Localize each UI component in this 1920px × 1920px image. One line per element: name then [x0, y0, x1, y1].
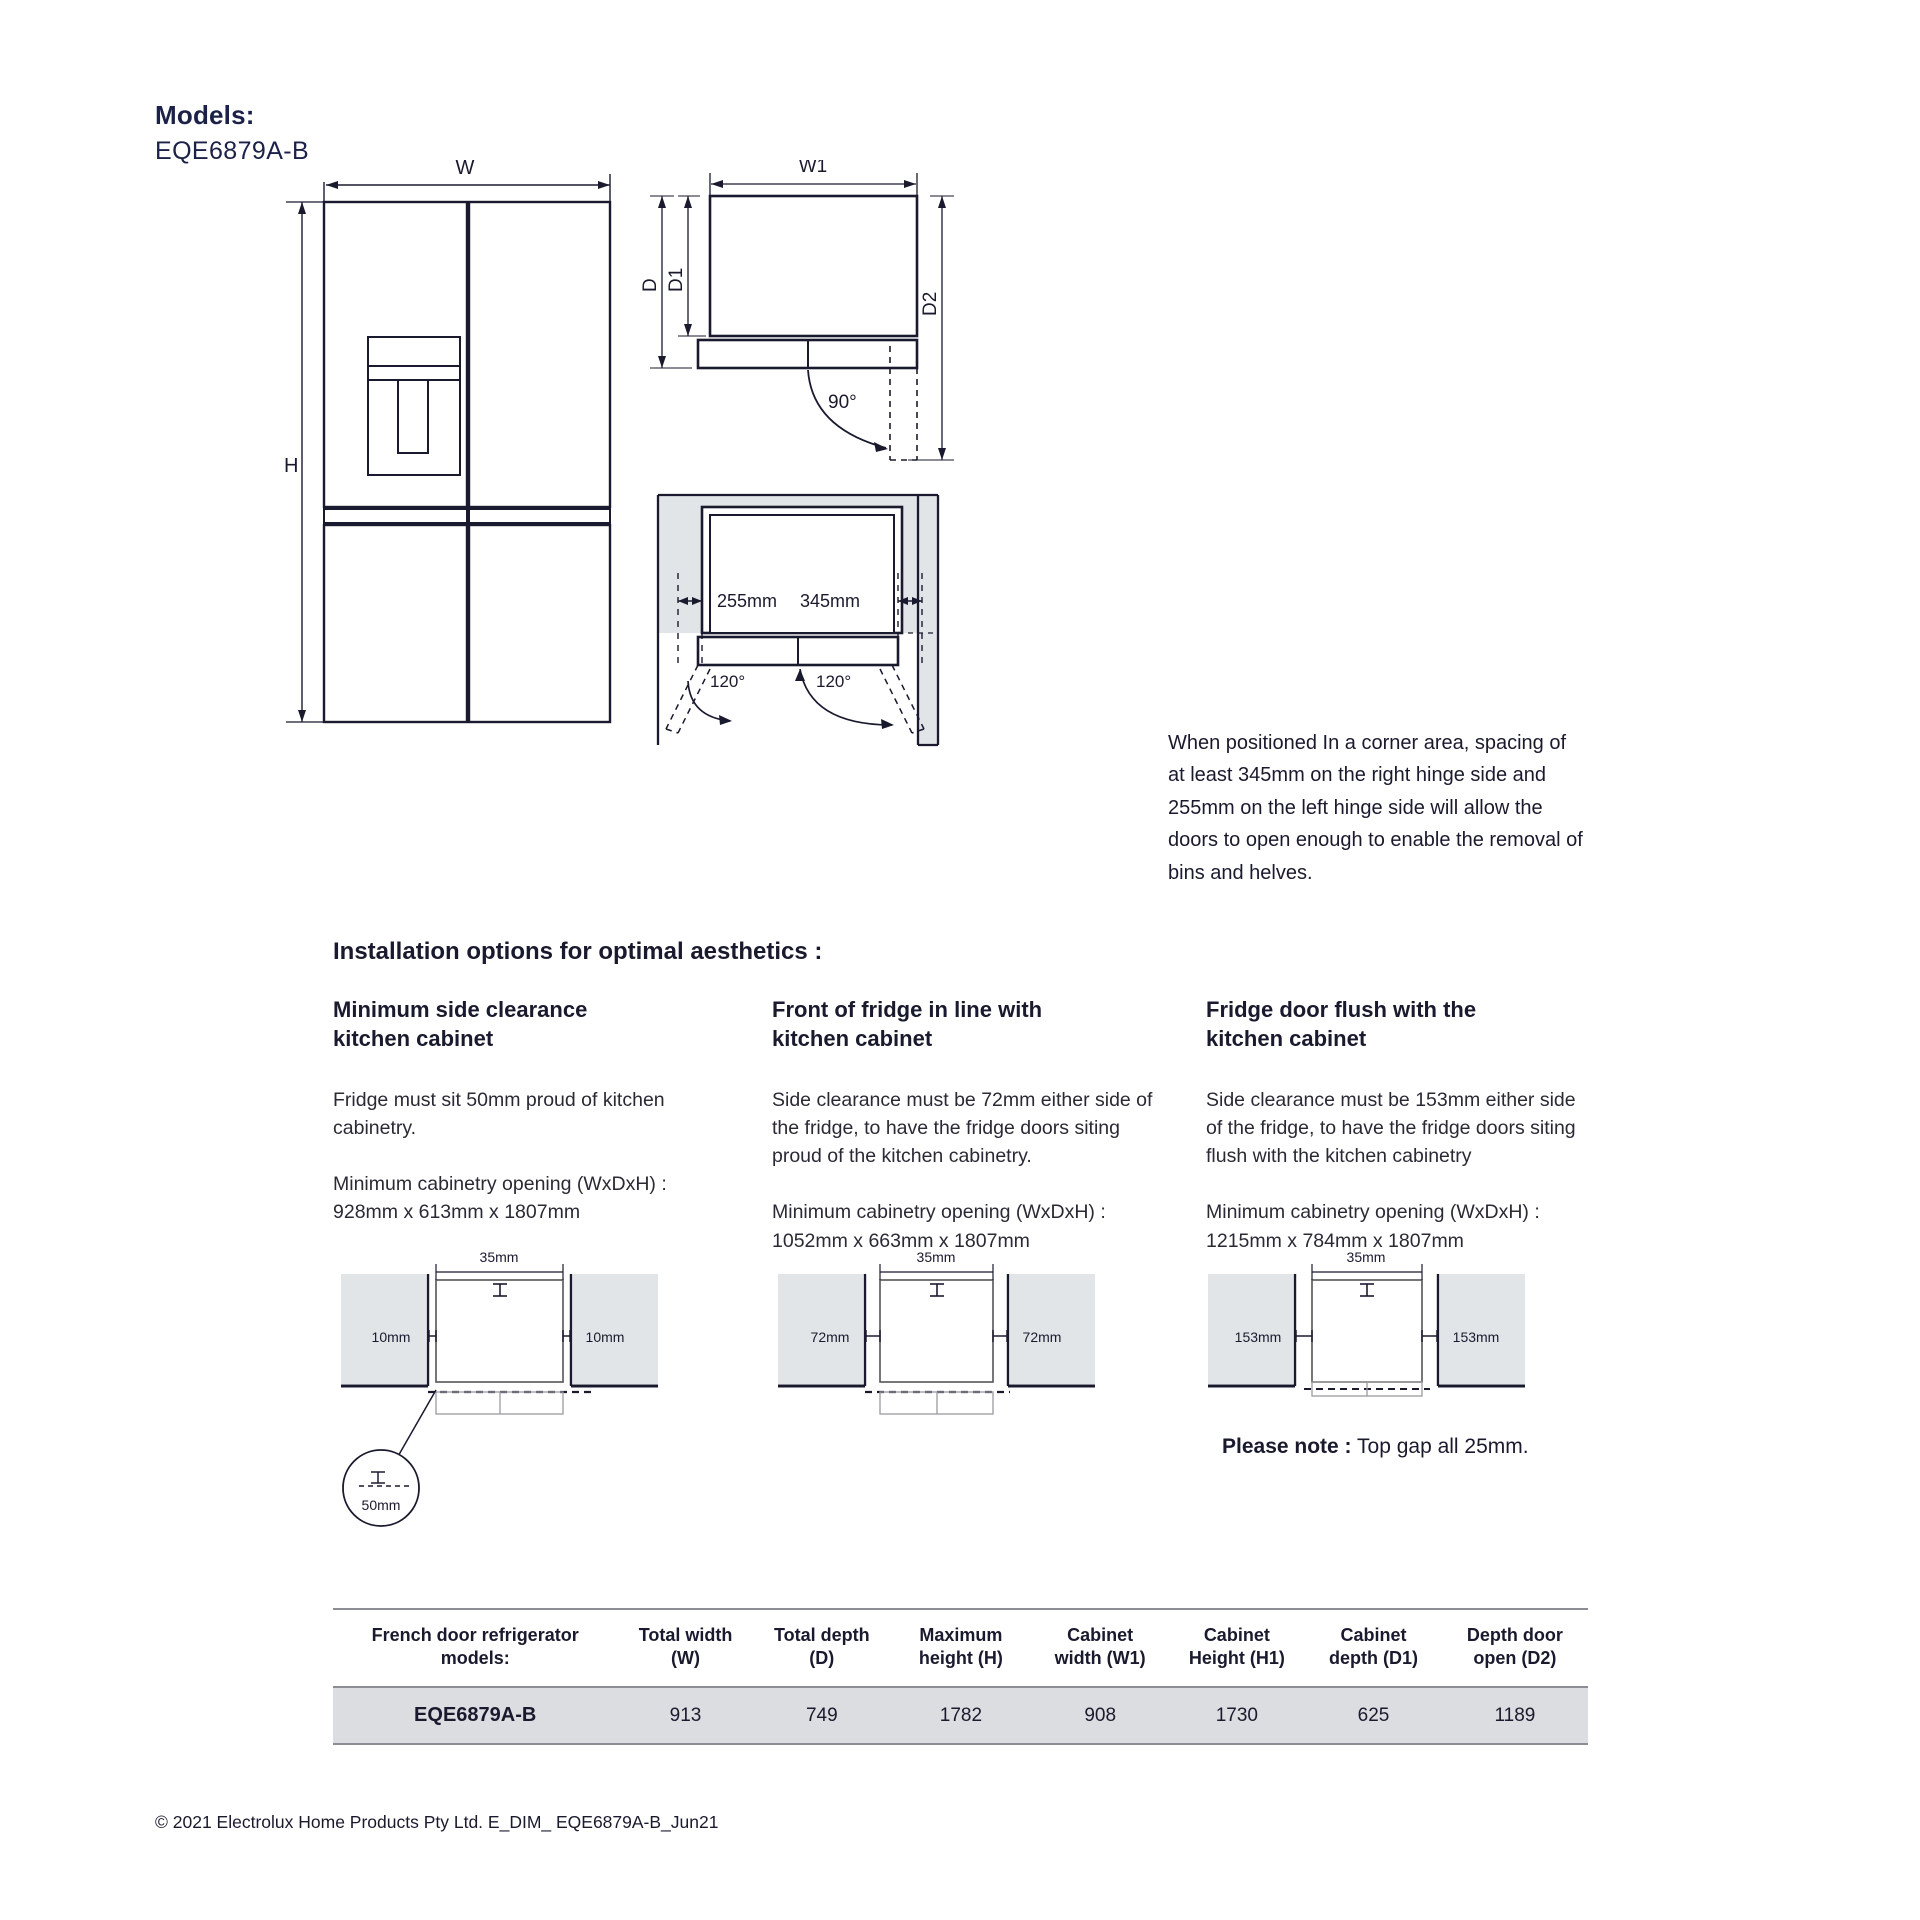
option-2-title-line2: kitchen cabinet [772, 1026, 933, 1052]
spec-table [333, 1608, 1588, 1745]
table-row [333, 1687, 1588, 1744]
option-2-diagram [770, 1250, 1160, 1450]
option-1-title-line1: Minimum side clearance [333, 997, 588, 1022]
top-view-angle-label: 90° [828, 392, 857, 413]
corner-right-clearance-label: 345mm [800, 591, 861, 611]
cell-max-height: 1782 [890, 1687, 1032, 1744]
top-view-diagram [640, 160, 970, 490]
top-view-d2-label: D2 [920, 291, 941, 316]
option-3-body-1: Side clearance must be 153mm either side of the fridge, to have the fridge doors siting flush with the kitchen cabinetry [1206, 1088, 1576, 1168]
installation-heading: Installation options for optimal aesthetics : [333, 938, 823, 965]
models-value: EQE6879A-B [155, 137, 310, 165]
please-note-rest: Top gap all 25mm. [1351, 1435, 1529, 1458]
option-2-left-gap-label: 72mm [810, 1329, 850, 1345]
cell-total-depth: 749 [754, 1687, 890, 1744]
table-header-row [333, 1609, 1588, 1687]
option-2-right-gap-label: 72mm [1022, 1329, 1062, 1345]
corner-angle-right-label: 120° [816, 672, 852, 691]
front-view-height-label: H [284, 455, 299, 477]
th-cabinet-depth: Cabinet depth (D1) [1305, 1609, 1442, 1687]
option-3-title-line2: kitchen cabinet [1206, 1026, 1367, 1052]
th-models: French door refrigerator models: [333, 1609, 617, 1687]
th-total-depth: Total depth (D) [754, 1609, 890, 1687]
option-3-title-line1: Fridge door flush with the [1206, 997, 1477, 1022]
option-1-right-gap-label: 10mm [585, 1329, 625, 1345]
th-max-height: Maximum height (H) [890, 1609, 1032, 1687]
top-view-d-label: D [640, 278, 661, 292]
option-2-title-line1: Front of fridge in line with [772, 997, 1043, 1022]
option-1-callout-label: 50mm [361, 1497, 401, 1513]
option-3-left-gap-label: 153mm [1234, 1329, 1282, 1345]
front-view-width-label: W [455, 160, 475, 179]
option-1-body-1: Fridge must sit 50mm proud of kitchen cabinetry. [333, 1088, 665, 1139]
cell-total-width: 913 [617, 1687, 753, 1744]
th-cabinet-width: Cabinet width (W1) [1032, 1609, 1169, 1687]
installation-option-2 [772, 995, 1162, 1255]
installation-option-1 [333, 995, 723, 1227]
option-3-right-gap-label: 153mm [1452, 1329, 1500, 1345]
option-1-diagram [333, 1250, 723, 1540]
option-3-body-2: Minimum cabinetry opening (WxDxH) : 1215mm x 784mm x 1807mm [1206, 1201, 1540, 1252]
corner-left-clearance-label: 255mm [717, 591, 778, 611]
option-1-body-2: Minimum cabinetry opening (WxDxH) : 928mm x 613mm x 1807mm [333, 1173, 667, 1224]
th-total-width: Total width (W) [617, 1609, 753, 1687]
cell-model: EQE6879A-B [333, 1687, 617, 1744]
models-label: Models: [155, 100, 255, 130]
option-1-left-gap-label: 10mm [371, 1329, 411, 1345]
option-2-top-gap-label: 35mm [916, 1250, 956, 1265]
please-note-bold: Please note : [1222, 1435, 1352, 1458]
corner-angle-left-label: 120° [710, 672, 746, 691]
th-cabinet-height: Cabinet Height (H1) [1169, 1609, 1306, 1687]
installation-option-3 [1206, 995, 1596, 1255]
cell-depth-door-open: 1189 [1442, 1687, 1588, 1744]
cell-cabinet-depth: 625 [1305, 1687, 1442, 1744]
footer-copyright: © 2021 Electrolux Home Products Pty Ltd. E_DIM_ EQE6879A-B_Jun21 [155, 1812, 719, 1832]
please-note [1222, 1435, 1529, 1459]
corner-view-diagram [640, 485, 960, 755]
option-3-diagram [1200, 1250, 1590, 1450]
option-3-top-gap-label: 35mm [1346, 1250, 1386, 1265]
top-view-d1-label: D1 [666, 267, 687, 292]
front-view-diagram [280, 160, 680, 760]
option-1-top-gap-label: 35mm [479, 1250, 519, 1265]
top-view-w1-label: W1 [798, 160, 828, 177]
option-2-body-1: Side clearance must be 72mm either side of the fridge, to have the fridge doors siting proud of the kitchen cabinetry. [772, 1088, 1153, 1168]
corner-note-text: When positioned In a corner area, spacing of at least 345mm on the right hinge side and 255mm on the left hinge side will allow the doors to open enough to enable the removal of bins and helves. [1168, 732, 1583, 884]
cell-cabinet-height: 1730 [1169, 1687, 1306, 1744]
option-2-body-2: Minimum cabinetry opening (WxDxH) : 1052mm x 663mm x 1807mm [772, 1201, 1106, 1252]
th-depth-door-open: Depth door open (D2) [1442, 1609, 1588, 1687]
cell-cabinet-width: 908 [1032, 1687, 1169, 1744]
option-1-title-line2: kitchen cabinet [333, 1026, 494, 1052]
